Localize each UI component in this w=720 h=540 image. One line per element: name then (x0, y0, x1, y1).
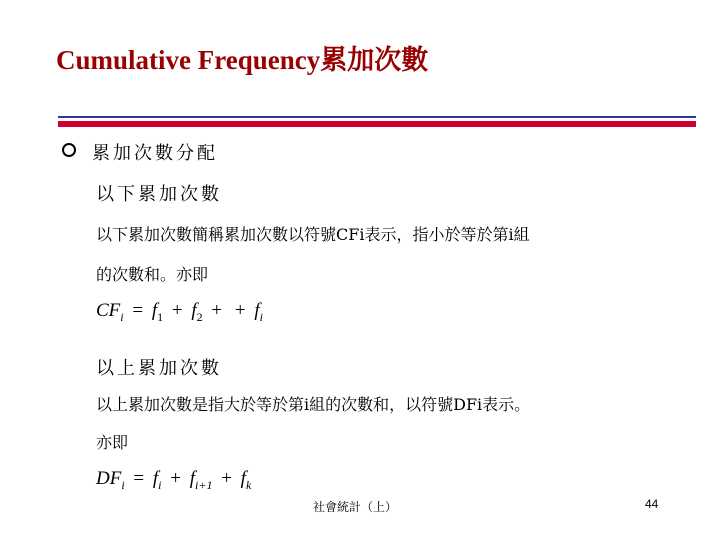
cf-lhs: CF (96, 300, 121, 321)
df-formula: $DF_i = f_i + f_{i+1} + f_k$ (96, 468, 252, 492)
df-term2: f (189, 468, 196, 489)
title-divider-thick (58, 121, 696, 127)
greater-than-text-line2: 亦即 (96, 433, 129, 452)
slide-title: Cumulative Frequency累加次數 (56, 45, 429, 75)
bullet-circle-icon (62, 143, 76, 157)
cf-term1-sub: 1 (157, 309, 164, 324)
cf-term3-sub: i (259, 309, 263, 324)
df-lhs: DF (96, 468, 122, 489)
cf-term2-sub: 2 (196, 309, 203, 324)
greater-than-text-line1: 以上累加次數是指大於等於第i組的次數和，以符號DFi表示。 (96, 395, 531, 414)
df-lhs-sub: i (121, 477, 125, 492)
cf-formula: $CF_i = f_1 + f_2$ + + $f_i$ (96, 300, 263, 324)
df-term3: f (240, 468, 246, 489)
section-heading: 累加次數分配 (92, 143, 218, 164)
title-divider-thin (58, 116, 696, 118)
cf-term1: f (151, 300, 158, 321)
df-term1: f (152, 468, 159, 489)
page-number: 44 (645, 497, 659, 511)
less-than-text-line2: 的次數和。亦即 (96, 265, 209, 284)
df-term3-sub: k (245, 477, 252, 492)
df-term2-sub: i+1 (195, 477, 213, 492)
footer-course: 社會統計（上） (313, 500, 398, 514)
greater-than-heading: 以上累加次數 (96, 358, 222, 379)
df-term1-sub: i (158, 477, 162, 492)
less-than-text-line1: 以下累加次數簡稱累加次數以符號CFi表示，指小於等於第i組 (96, 225, 530, 244)
cf-lhs-sub: i (120, 309, 124, 324)
cf-term3: f (254, 300, 260, 321)
cf-term2: f (191, 300, 197, 321)
less-than-heading: 以下累加次數 (96, 184, 222, 205)
